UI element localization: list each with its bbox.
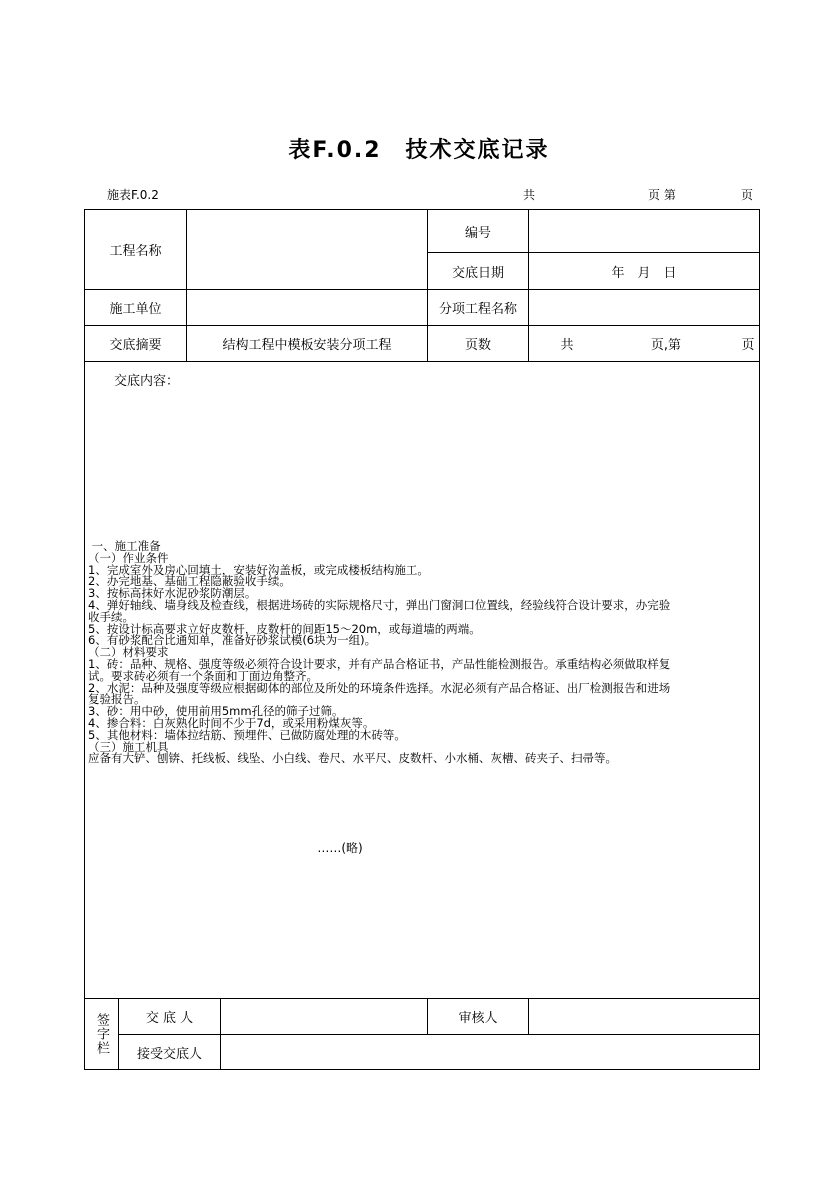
sub-project-name-field[interactable] bbox=[529, 290, 759, 325]
content-line: 复验报告。 bbox=[88, 692, 146, 707]
content-line: 应备有大铲、刨锛、托线板、线坠、小白线、卷尺、水平尺、皮数杆、小水桶、灰槽、砖夹子、扫帚等。 bbox=[88, 751, 617, 766]
receiver-signature-field[interactable] bbox=[221, 1035, 759, 1069]
content-line: 收手续。 bbox=[88, 609, 134, 624]
content-line: 4、掺合料：白灰熟化时间不少于7d，或采用粉煤灰等。 bbox=[88, 715, 375, 730]
page-end-label: 页 bbox=[741, 188, 754, 202]
omitted-note: ……(略) bbox=[317, 840, 363, 855]
discloser-label: 交 底 人 bbox=[145, 1011, 194, 1026]
content-line: 试。要求砖必须有一个条面和丁面边角整齐。 bbox=[88, 668, 318, 683]
page-count-mid: 页,第 bbox=[650, 338, 682, 353]
content-line: （三）施工机具 bbox=[88, 739, 169, 754]
content-line: （一）作业条件 bbox=[88, 550, 169, 565]
content-label: 交底内容： bbox=[114, 373, 180, 389]
discloser-signature-field[interactable] bbox=[221, 999, 427, 1034]
project-name-field[interactable] bbox=[187, 210, 427, 289]
grid-line bbox=[84, 361, 760, 362]
page-number-label: 页 第 bbox=[648, 188, 676, 202]
signature-column-label bbox=[85, 1000, 117, 1068]
content-line: 1、砖：品种、规格、强度等级必须符合设计要求，并有产品合格证书，产品性能检测报告。承重结构必须做取样复 bbox=[88, 656, 671, 671]
content-line: 3、按标高抹好水泥砂浆防潮层。 bbox=[88, 586, 257, 601]
page-count-total: 共 bbox=[560, 338, 574, 353]
receiver-label: 接受交底人 bbox=[136, 1046, 202, 1062]
signature-column-text: 签字栏 bbox=[94, 1013, 109, 1055]
form-code: 施表F.0.2 bbox=[107, 188, 159, 202]
construction-unit-field[interactable] bbox=[187, 290, 427, 325]
reviewer-signature-field[interactable] bbox=[529, 999, 759, 1034]
serial-number-label: 编号 bbox=[464, 225, 491, 241]
page-count-label: 页数 bbox=[464, 338, 491, 353]
disclosure-content bbox=[88, 541, 756, 765]
summary-label: 交底摘要 bbox=[109, 338, 162, 353]
content-line: 3、砂：用中砂，使用前用5mm孔径的筛子过筛。 bbox=[88, 704, 344, 719]
reviewer-label: 审核人 bbox=[458, 1011, 498, 1026]
disclosure-date-field[interactable]: 年 月 日 bbox=[611, 265, 677, 281]
content-line: 5、其他材料：墙体拉结筋、预埋件、已做防腐处理的木砖等。 bbox=[88, 727, 406, 742]
document-title: 表F.0.2 技术交底记录 bbox=[288, 138, 550, 163]
summary-value: 结构工程中模板安装分项工程 bbox=[222, 338, 392, 353]
page-total-label: 共 bbox=[523, 188, 536, 202]
content-line: （二）材料要求 bbox=[88, 645, 169, 660]
content-line: 2、办完地基、基础工程隐蔽验收手续。 bbox=[88, 574, 291, 589]
project-name-label: 工程名称 bbox=[109, 244, 162, 259]
content-line: 5、按设计标高要求立好皮数杆，皮数杆的间距15～20m，或每道墙的两端。 bbox=[88, 621, 481, 636]
page-count-end: 页 bbox=[741, 338, 755, 353]
content-line: 4、弹好轴线、墙身线及检查线，根据进场砖的实际规格尺寸，弹出门窗洞口位置线，经验线符合设计要求，办完验 bbox=[88, 597, 671, 612]
content-line: 2、水泥：品种及强度等级应根据砌体的部位及所处的环境条件选择。水泥必须有产品合格证、出厂检测报告和进场 bbox=[88, 680, 671, 695]
content-line: 1、完成室外及房心回填土，安装好沟盖板，或完成楼板结构施工。 bbox=[88, 562, 429, 577]
content-line: 一、施工准备 bbox=[88, 539, 161, 553]
construction-unit-label: 施工单位 bbox=[109, 302, 162, 317]
serial-number-field[interactable] bbox=[529, 210, 759, 252]
sub-project-name-label: 分项工程名称 bbox=[438, 302, 517, 317]
content-line: 6、有砂浆配合比通知单，准备好砂浆试模(6块为一组)。 bbox=[88, 633, 377, 648]
disclosure-date-label: 交底日期 bbox=[451, 265, 504, 281]
